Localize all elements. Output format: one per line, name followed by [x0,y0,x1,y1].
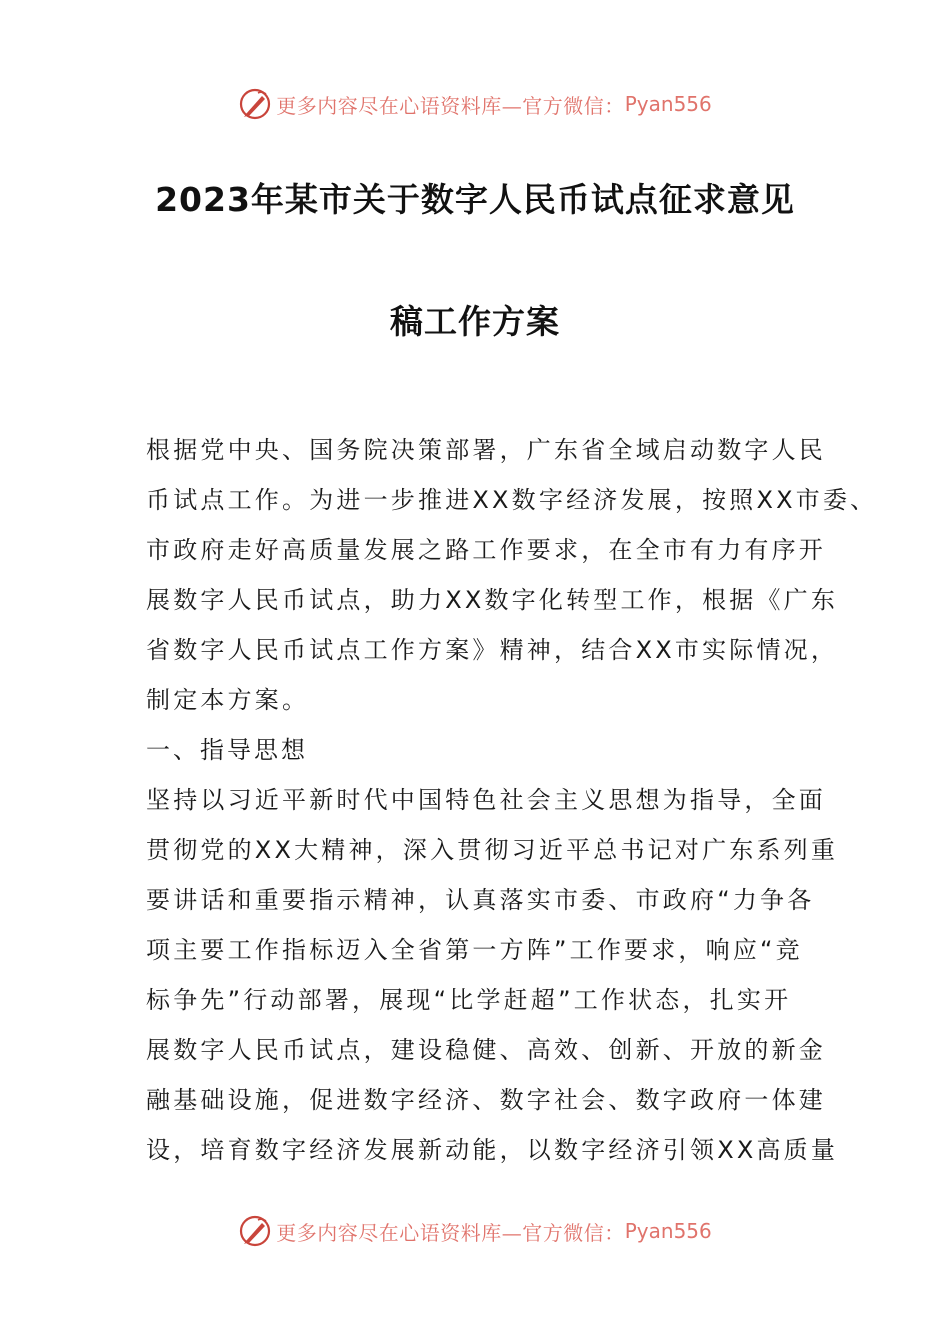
text-line: 标争先”行动部署，展现“比学赶超”工作状态，扎实开 [146,986,792,1014]
text-line: 省数字人民币试点工作方案》精神，结合XX市实际情况， [146,636,839,664]
text-line: 根据党中央、国务院决策部署，广东省全域启动数字人民 [146,436,826,464]
document-body [146,425,878,1175]
text-line: 融基础设施，促进数字经济、数字社会、数字政府一体建 [146,1086,826,1114]
text-line: 贯彻党的XX大精神，深入贯彻习近平总书记对广东系列重 [146,836,839,864]
paragraph-guiding-thought [146,775,839,1175]
section-heading: 一、指导思想 [146,736,308,764]
text-line: 展数字人民币试点，建设稳健、高效、创新、开放的新金 [146,1036,826,1064]
text-line: 展数字人民币试点，助力XX数字化转型工作，根据《广东 [146,586,839,614]
pen-circle-icon [238,1214,272,1248]
paragraph-intro [146,425,878,725]
text-line: 项主要工作指标迈入全省第一方阵”工作要求，响应“竞 [146,936,803,964]
text-line: 币试点工作。为进一步推进XX数字经济发展，按照XX市委、 [146,486,878,514]
watermark-text: 更多内容尽在心语资料库—官方微信： [276,93,625,118]
text-line: 坚持以习近平新时代中国特色社会主义思想为指导，全面 [146,786,826,814]
text-line: 制定本方案。 [146,686,310,714]
watermark-text: 更多内容尽在心语资料库—官方微信： [276,1220,625,1245]
watermark-contact: Pyan556 [624,1219,712,1243]
pen-circle-icon [238,87,272,121]
watermark-contact: Pyan556 [624,92,712,116]
footer-watermark [0,1211,950,1251]
document-title-line-1: 2023年某市关于数字人民币试点征求意见 [155,180,795,219]
header-watermark [0,84,950,124]
text-line: 市政府走好高质量发展之路工作要求，在全市有力有序开 [146,536,826,564]
text-line: 设，培育数字经济发展新动能，以数字经济引领XX高质量 [146,1136,839,1164]
text-line: 要讲话和重要指示精神，认真落实市委、市政府“力争各 [146,886,815,914]
document-title-line-2: 稿工作方案 [390,302,560,341]
